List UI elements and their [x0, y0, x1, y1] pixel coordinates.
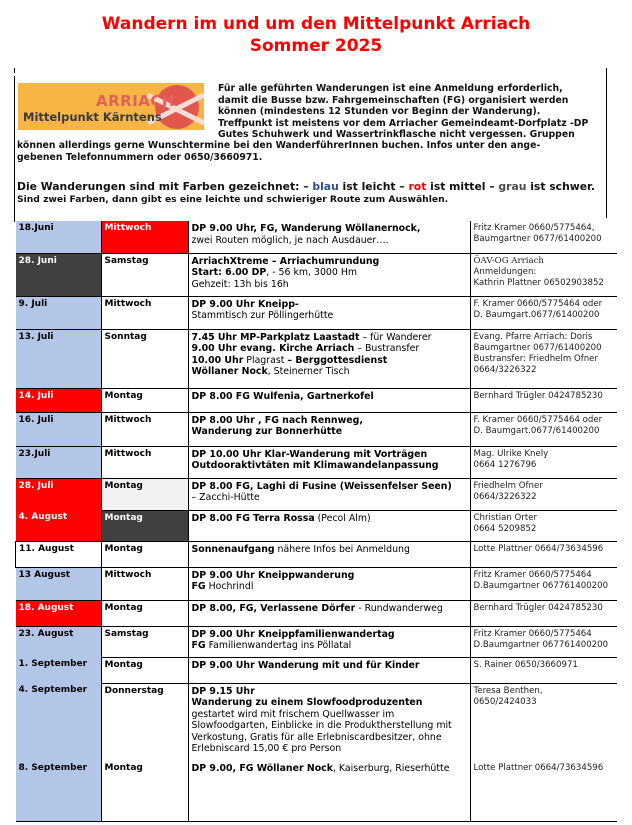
desc-line: Verkostung, Gratis für alle Erlebniscardbesitzer, ohne	[191, 731, 442, 743]
desc-line: – für Wanderer	[359, 331, 432, 343]
contact-cell	[470, 626, 617, 657]
contact-line: Teresa Benthen,	[473, 685, 543, 696]
contact-line: D.Baumgartner 067761400200	[473, 639, 609, 650]
desc-line: - Rundwanderweg	[355, 602, 443, 614]
intro-line: können (mindestens 12 Stunden vor Beginn der Wanderung).	[218, 106, 541, 117]
contact-cell	[470, 446, 617, 478]
contact-line: 0650/2424033	[473, 696, 537, 707]
contact-line: Anmeldungen:	[473, 266, 537, 277]
day-cell: Mittwoch	[101, 221, 188, 253]
arriach-logo	[18, 83, 204, 130]
contact-cell	[470, 253, 617, 296]
description-cell	[188, 541, 470, 567]
contact-line: F. Kramer 0660/5775464 oder	[473, 414, 603, 425]
day-cell: Samstag	[101, 626, 188, 657]
desc-line: Start: 6.00 DP	[191, 267, 267, 279]
color-legend	[17, 180, 617, 193]
date-cell: 14. Juli	[16, 388, 102, 412]
legend-grey-word: grau	[498, 180, 527, 193]
date-cell: 4. September	[16, 683, 102, 761]
contact-line: S. Rainer 0650/3660971	[473, 659, 578, 670]
date-cell: 28. Juni	[16, 253, 102, 296]
desc-line: DP 8.00 Uhr , FG nach Rennweg,	[191, 414, 363, 426]
description-cell	[188, 567, 470, 600]
description-cell	[188, 412, 470, 446]
desc-line: DP 9.00 Uhr Kneipp-	[191, 298, 299, 310]
date-cell: 11. August	[16, 541, 102, 567]
day-cell: Samstag	[101, 253, 188, 296]
legend-note: Sind zwei Farben, dann gibt es eine leichte und schwieriger Route zum Auswählen.	[17, 194, 449, 205]
desc-line: , Kaiserburg, Rieserhütte	[332, 763, 450, 774]
contact-cell	[470, 657, 617, 683]
desc-line: – Berggottesdienst	[287, 354, 388, 366]
frame-left-border-lower	[14, 76, 15, 222]
table-row	[16, 412, 617, 446]
description-cell	[188, 253, 470, 296]
desc-line: 9.00 Uhr evang. Kirche Arriach	[191, 343, 355, 355]
table-row	[16, 541, 617, 567]
desc-line: Wanderung zu einem Slowfoodproduzenten	[191, 697, 423, 709]
date-cell: 18.Juni	[16, 221, 102, 253]
table-row	[16, 253, 617, 296]
day-cell: Montag	[101, 510, 188, 541]
desc-line: 10.00 Uhr	[191, 354, 244, 366]
date-cell: 9. Juli	[16, 296, 102, 329]
description-cell	[188, 683, 470, 761]
day-cell: Mittwoch	[101, 296, 188, 329]
description-cell	[188, 221, 470, 253]
contact-line: Bustransfer: Friedhelm Ofner	[473, 353, 598, 364]
date-cell: 8. September	[16, 761, 102, 821]
day-cell: Donnerstag	[101, 683, 188, 761]
contact-line: Christian Orter	[473, 512, 538, 523]
contact-line: Fritz Kramer 0660/5775464	[473, 569, 592, 580]
date-cell: 23.Juli	[16, 446, 102, 478]
contact-line: Baumgartner 0677/61400200	[473, 234, 602, 244]
legend-red-word: rot	[408, 180, 427, 193]
desc-line: , - 56 km, 3000 Hm	[266, 267, 358, 279]
description-cell	[188, 296, 470, 329]
desc-line: DP 9.00 Uhr Kneippwanderung	[191, 569, 355, 581]
legend-text: ist mittel –	[426, 180, 499, 193]
desc-line: Gehzeit: 13h bis 16h	[191, 278, 289, 290]
date-cell: 23. August	[16, 626, 102, 657]
day-cell: Mittwoch	[101, 567, 188, 600]
desc-line: Hochrindl	[205, 581, 254, 593]
table-row	[16, 221, 617, 253]
contact-line: Fritz Kramer 0660/5775464	[473, 628, 592, 639]
desc-line: – Bustransfer	[354, 343, 420, 355]
contact-line: 0664/3226322	[473, 364, 537, 375]
contact-line: D. Baumgart.0677/61400200	[473, 309, 600, 320]
date-cell: 16. Juli	[16, 412, 102, 446]
table-row	[16, 657, 617, 683]
contact-cell	[470, 388, 617, 412]
contact-line: ÖAV-OG Arriach	[473, 255, 544, 266]
desc-line: Plagrast	[243, 354, 288, 366]
contact-cell	[470, 761, 617, 821]
intro-text	[218, 83, 618, 141]
table-row	[16, 761, 617, 821]
desc-line: DP 9.00 Uhr Wanderung mit und für Kinder	[191, 659, 420, 671]
desc-line: FG	[191, 640, 206, 652]
logo-subtitle: Mittelpunkt Kärntens	[23, 110, 162, 124]
page-subtitle: Sommer 2025	[249, 36, 383, 56]
contact-cell	[470, 567, 617, 600]
desc-line: ArriachXtreme – Arriachumrundung	[191, 255, 380, 267]
contact-cell	[470, 478, 617, 510]
frame-left-border	[14, 68, 15, 73]
date-cell: 4. August	[16, 510, 102, 541]
contact-cell	[470, 683, 617, 761]
contact-line: 0664/3226322	[473, 491, 537, 502]
page-title: Wandern im und um den Mittelpunkt Arriach	[101, 14, 531, 34]
description-cell	[188, 329, 470, 388]
day-cell: Montag	[101, 541, 188, 567]
contact-line: 0664 5209852	[473, 523, 537, 534]
contact-cell	[470, 412, 617, 446]
desc-line: Slowfoodgarten, Einblicke in die Produktherstellung mit	[191, 720, 452, 732]
contact-line: 0664 1276796	[473, 459, 537, 470]
description-cell	[188, 761, 470, 821]
desc-line: Sonnenaufgang	[191, 543, 275, 555]
contact-cell	[470, 221, 617, 253]
table-row	[16, 683, 617, 761]
desc-line: 7.45 Uhr MP-Parkplatz Laastadt	[191, 331, 360, 343]
table-row	[16, 567, 617, 600]
contact-line: Bernhard Trügler 0424785230	[473, 602, 603, 613]
desc-line: DP 10.00 Uhr Klar-Wanderung mit Vorträgen	[191, 448, 428, 460]
contact-line: Bernhard Trügler 0424785230	[473, 390, 603, 401]
day-cell: Mittwoch	[101, 446, 188, 478]
logo-word: ARRIACH	[96, 92, 175, 110]
desc-line: – Zacchi-Hütte	[191, 492, 260, 504]
table-row	[16, 626, 617, 657]
desc-line: FG	[191, 581, 206, 593]
intro-line: können allerdings gerne Wunschtermine bei den WanderführerInnen buchen. Infos unter den ange-	[17, 140, 541, 151]
day-cell: Montag	[101, 600, 188, 626]
desc-line: zwei Routen möglich, je nach Ausdauer….	[191, 234, 389, 246]
intro-text-continued	[17, 140, 617, 163]
desc-line: DP 9.00 Uhr Kneippfamilienwandertag	[191, 628, 395, 640]
date-cell: 28. Juli	[16, 478, 102, 510]
description-cell	[188, 600, 470, 626]
description-cell	[188, 446, 470, 478]
date-cell: 18. August	[16, 600, 102, 626]
day-cell: Montag	[101, 478, 188, 510]
contact-line: Friedhelm Ofner	[473, 480, 543, 491]
legend-prefix: Die Wanderungen sind mit Farben gezeichnet: –	[17, 180, 313, 193]
contact-cell	[470, 296, 617, 329]
day-cell: Montag	[101, 657, 188, 683]
contact-cell	[470, 541, 617, 567]
desc-line: Outdooraktivtäten mit Klimawandelanpassung	[191, 460, 439, 472]
day-cell: Mittwoch	[101, 412, 188, 446]
table-row	[16, 600, 617, 626]
contact-line: Lotte Plattner 0664/73634596	[473, 543, 604, 554]
legend-text: ist schwer.	[526, 180, 595, 193]
description-cell	[188, 626, 470, 657]
desc-line: Stammtisch zur Pöllingerhütte	[191, 310, 334, 322]
table-row	[16, 388, 617, 412]
contact-line: D. Baumgart.0677/61400200	[473, 425, 600, 436]
contact-line: Mag. Ulrike Knely	[473, 448, 549, 459]
desc-line: DP 8.00 FG Terra Rossa	[191, 512, 315, 524]
date-cell: 1. September	[16, 657, 102, 683]
contact-line: F. Kramer 0660/5775464 oder	[473, 298, 603, 309]
day-cell: Montag	[101, 761, 188, 821]
desc-line: DP 9.00 Uhr, FG, Wanderung Wöllanernock,	[191, 223, 421, 234]
day-cell: Sonntag	[101, 329, 188, 388]
table-row	[16, 329, 617, 388]
legend-text: ist leicht –	[338, 180, 409, 193]
desc-line: DP 8.00 FG, Laghi di Fusine (Weissenfelser Seen)	[191, 480, 452, 492]
contact-cell	[470, 600, 617, 626]
contact-cell	[470, 329, 617, 388]
contact-line: Lotte Plattner 0664/73634596	[473, 763, 604, 773]
day-cell: Montag	[101, 388, 188, 412]
date-cell: 13. Juli	[16, 329, 102, 388]
desc-line: gestartet wird mit frischem Quellwasser im	[191, 708, 395, 720]
contact-line: Kathrin Plattner 06502903852	[473, 277, 604, 288]
desc-line: , Steinerner Tisch	[267, 366, 350, 378]
desc-line: Wöllaner Nock	[191, 366, 268, 378]
desc-line: (Pecol Alm)	[314, 512, 371, 524]
table-row	[16, 510, 617, 541]
description-cell	[188, 388, 470, 412]
desc-line: DP 9.15 Uhr	[191, 685, 255, 697]
contact-line: Evang. Pfarre Arriach: Doris	[473, 331, 593, 342]
schedule-table	[15, 221, 617, 822]
contact-line: D.Baumgartner 067761400200	[473, 580, 609, 591]
intro-line: Treffpunkt ist meistens vor dem Arriacher Gemeindeamt-Dorfplatz -DP	[218, 117, 589, 129]
description-cell	[188, 657, 470, 683]
legend-blue-word: blau	[312, 180, 339, 193]
table-row	[16, 478, 617, 510]
desc-line: DP 8.00 FG Wulfenia, Gartnerkofel	[191, 390, 374, 402]
intro-line: damit die Busse bzw. Fahrgemeinschaften (FG) organisiert werden	[218, 94, 569, 106]
description-cell	[188, 510, 470, 541]
contact-line: Baumgartner 0677/61400200	[473, 342, 602, 353]
contact-cell	[470, 510, 617, 541]
table-row	[16, 296, 617, 329]
desc-line: Wanderung zur Bonnerhütte	[191, 426, 343, 438]
description-cell	[188, 478, 470, 510]
desc-line: Familienwandertag ins Pöllatal	[205, 640, 352, 652]
date-cell: 13 August	[16, 567, 102, 600]
intro-line: Gutes Schuhwerk und Wassertrinkflasche nicht vergessen. Gruppen	[218, 129, 575, 140]
intro-line: Für alle geführten Wanderungen ist eine Anmeldung erforderlich,	[218, 83, 563, 94]
intro-line: gebenen Telefonnummern oder 0650/3660971.	[17, 151, 263, 163]
desc-line: DP 9.00, FG Wöllaner Nock	[191, 763, 333, 774]
desc-line: DP 8.00, FG, Verlassene Dörfer	[191, 602, 356, 614]
desc-line: Erlebniscard 15,00 € pro Person	[191, 743, 342, 755]
contact-line: Fritz Kramer 0660/5775464,	[473, 223, 595, 233]
table-row	[16, 446, 617, 478]
desc-line: nähere Infos bei Anmeldung	[274, 543, 410, 555]
